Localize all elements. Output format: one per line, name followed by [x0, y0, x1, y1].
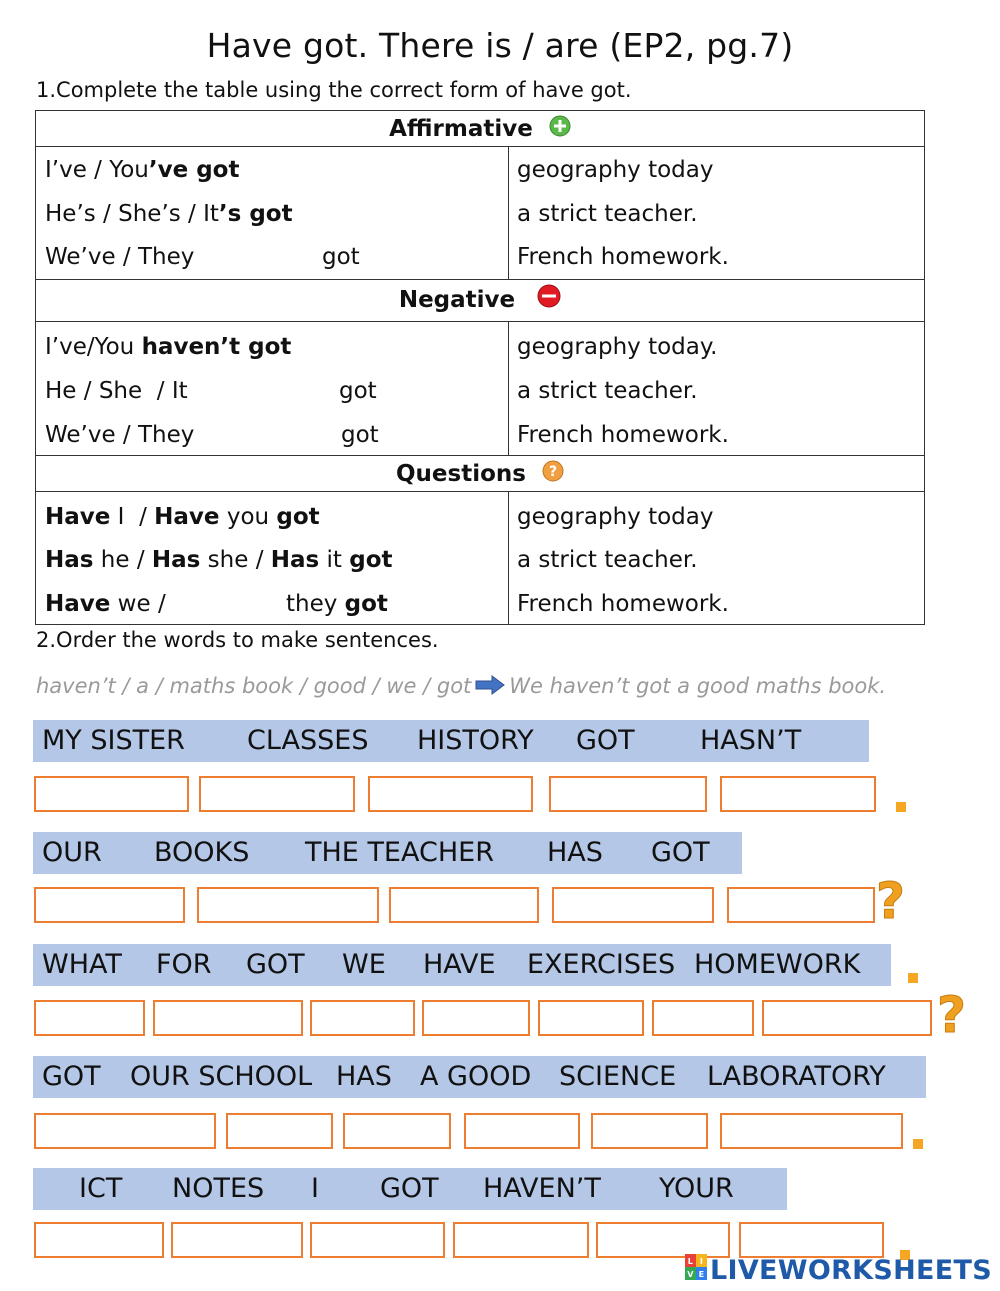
- word-band-4: [33, 1056, 926, 1098]
- answer-box[interactable]: [727, 887, 875, 923]
- answer-box[interactable]: [538, 1000, 644, 1036]
- question-mark: ?: [937, 986, 967, 1044]
- affirmative-label: Affirmative: [389, 116, 533, 142]
- svg-text:?: ?: [548, 463, 558, 480]
- answer-box[interactable]: [310, 1000, 415, 1036]
- questions-header: [35, 455, 925, 492]
- answer-box[interactable]: [34, 887, 185, 923]
- answer-box[interactable]: [34, 776, 189, 812]
- word-tile[interactable]: WE: [342, 949, 386, 980]
- answer-box[interactable]: [549, 776, 707, 812]
- aff-row-3-left-b: got: [322, 244, 360, 270]
- answer-box[interactable]: [199, 776, 355, 812]
- questions-body: [35, 491, 925, 625]
- word-tile[interactable]: HAS: [336, 1061, 392, 1092]
- negative-body: [35, 321, 925, 456]
- svg-text:E: E: [698, 1270, 705, 1279]
- answer-box[interactable]: [153, 1000, 303, 1036]
- answer-box[interactable]: [310, 1222, 445, 1258]
- affirmative-header: [35, 110, 925, 147]
- q-row-2-right: a strict teacher.: [517, 547, 698, 573]
- plus-icon: [549, 112, 571, 148]
- negative-header: [35, 279, 925, 322]
- word-tile[interactable]: HOMEWORK: [694, 949, 861, 980]
- answer-box[interactable]: [596, 1222, 730, 1258]
- aff-row-2-right: a strict teacher.: [517, 201, 698, 227]
- neg-row-3-right: French homework.: [517, 422, 729, 448]
- word-tile[interactable]: GOT: [42, 1061, 101, 1092]
- answer-box[interactable]: [652, 1000, 754, 1036]
- word-tile[interactable]: OUR: [42, 837, 102, 868]
- word-tile[interactable]: OUR SCHOOL: [130, 1061, 313, 1092]
- example-line: [36, 674, 886, 700]
- answer-box[interactable]: [552, 887, 714, 923]
- answer-box[interactable]: [34, 1000, 145, 1036]
- word-tile[interactable]: WHAT: [42, 949, 122, 980]
- instruction-1: 1.Complete the table using the correct form of have got.: [36, 78, 632, 102]
- word-tile[interactable]: HASN’T: [700, 725, 802, 756]
- aff-row-3-left-a: We’ve / They: [45, 244, 195, 270]
- word-band-3: [33, 944, 891, 986]
- neg-row-3-left-a: We’ve / They: [45, 422, 195, 448]
- page-title: Have got. There is / are (EP2, pg.7): [206, 26, 794, 65]
- q-row-3-left-a: Have we /: [45, 591, 166, 617]
- liveworksheets-logo-icon: [685, 1254, 707, 1287]
- word-band-5: [33, 1168, 787, 1210]
- aff-row-3-right: French homework.: [517, 244, 729, 270]
- word-tile[interactable]: GOT: [380, 1173, 439, 1204]
- arrow-right-icon: [475, 675, 505, 700]
- word-tile[interactable]: HISTORY: [417, 725, 534, 756]
- answer-box[interactable]: [343, 1113, 451, 1149]
- neg-row-1-left: I’ve/You haven’t got: [45, 334, 292, 360]
- answer-box[interactable]: [453, 1222, 589, 1258]
- question-icon: [542, 457, 564, 493]
- neg-row-1-right: geography today.: [517, 334, 718, 360]
- word-tile[interactable]: MY SISTER: [42, 725, 185, 756]
- period-mark: [913, 1139, 923, 1149]
- answer-box[interactable]: [368, 776, 533, 812]
- instruction-2: 2.Order the words to make sentences.: [36, 628, 439, 652]
- word-tile[interactable]: SCIENCE: [559, 1061, 677, 1092]
- q-row-3-right: French homework.: [517, 591, 729, 617]
- questions-label: Questions: [396, 461, 526, 487]
- example-answer: We haven’t got a good maths book.: [509, 674, 887, 698]
- answer-box[interactable]: [422, 1000, 530, 1036]
- minus-icon: [537, 281, 561, 321]
- word-tile[interactable]: YOUR: [659, 1173, 734, 1204]
- word-tile[interactable]: BOOKS: [154, 837, 250, 868]
- word-tile[interactable]: HAVE: [423, 949, 496, 980]
- answer-box[interactable]: [226, 1113, 333, 1149]
- word-tile[interactable]: A GOOD: [420, 1061, 532, 1092]
- word-band-2: [33, 832, 742, 874]
- svg-text:I: I: [699, 1257, 704, 1266]
- example-prompt: haven’t / a / maths book / good / we / got: [36, 674, 472, 698]
- answer-box[interactable]: [389, 887, 539, 923]
- answer-box[interactable]: [720, 1113, 903, 1149]
- aff-row-1-left: I’ve / You’ve got: [45, 157, 240, 183]
- q-row-3-left-b: they got: [286, 591, 388, 617]
- q-row-1-right: geography today: [517, 504, 714, 530]
- neg-row-2-left-b: got: [339, 378, 377, 404]
- negative-label: Negative: [398, 287, 516, 313]
- liveworksheets-brand: [685, 1254, 992, 1287]
- answer-box[interactable]: [34, 1222, 164, 1258]
- word-tile[interactable]: ICT: [79, 1173, 123, 1204]
- svg-text:L: L: [687, 1257, 694, 1266]
- answer-box[interactable]: [464, 1113, 580, 1149]
- answer-box[interactable]: [34, 1113, 216, 1149]
- answer-box[interactable]: [591, 1113, 708, 1149]
- svg-text:V: V: [687, 1270, 694, 1279]
- word-tile[interactable]: CLASSES: [247, 725, 369, 756]
- word-tile[interactable]: HAS: [547, 837, 603, 868]
- word-tile[interactable]: EXERCISES: [527, 949, 676, 980]
- word-band-1: [33, 720, 869, 762]
- affirmative-body: [35, 146, 925, 280]
- word-tile[interactable]: LABORATORY: [707, 1061, 886, 1092]
- word-tile[interactable]: HAVEN’T: [483, 1173, 601, 1204]
- neg-row-2-right: a strict teacher.: [517, 378, 698, 404]
- aff-row-2-left: He’s / She’s / It’s got: [45, 201, 293, 227]
- answer-box[interactable]: [762, 1000, 932, 1036]
- word-tile[interactable]: GOT: [576, 725, 635, 756]
- answer-box[interactable]: [739, 1222, 884, 1258]
- word-tile[interactable]: THE TEACHER: [305, 837, 494, 868]
- period-mark: [896, 802, 906, 812]
- q-row-1-left: Have I / Have you got: [45, 504, 320, 530]
- neg-row-2-left-a: He / She / It: [45, 378, 188, 404]
- word-tile[interactable]: I: [311, 1173, 319, 1204]
- word-tile[interactable]: FOR: [156, 949, 212, 980]
- neg-row-3-left-b: got: [341, 422, 379, 448]
- answer-box[interactable]: [171, 1222, 303, 1258]
- brand-name: LIVEWORKSHEETS: [709, 1255, 992, 1286]
- answer-box[interactable]: [720, 776, 876, 812]
- word-tile[interactable]: GOT: [246, 949, 305, 980]
- aff-row-1-right: geography today: [517, 157, 714, 183]
- word-tile[interactable]: NOTES: [172, 1173, 265, 1204]
- q-row-2-left: Has he / Has she / Has it got: [45, 547, 393, 573]
- question-mark: ?: [876, 872, 906, 930]
- answer-box[interactable]: [197, 887, 379, 923]
- period-mark: [908, 973, 918, 983]
- word-tile[interactable]: GOT: [651, 837, 710, 868]
